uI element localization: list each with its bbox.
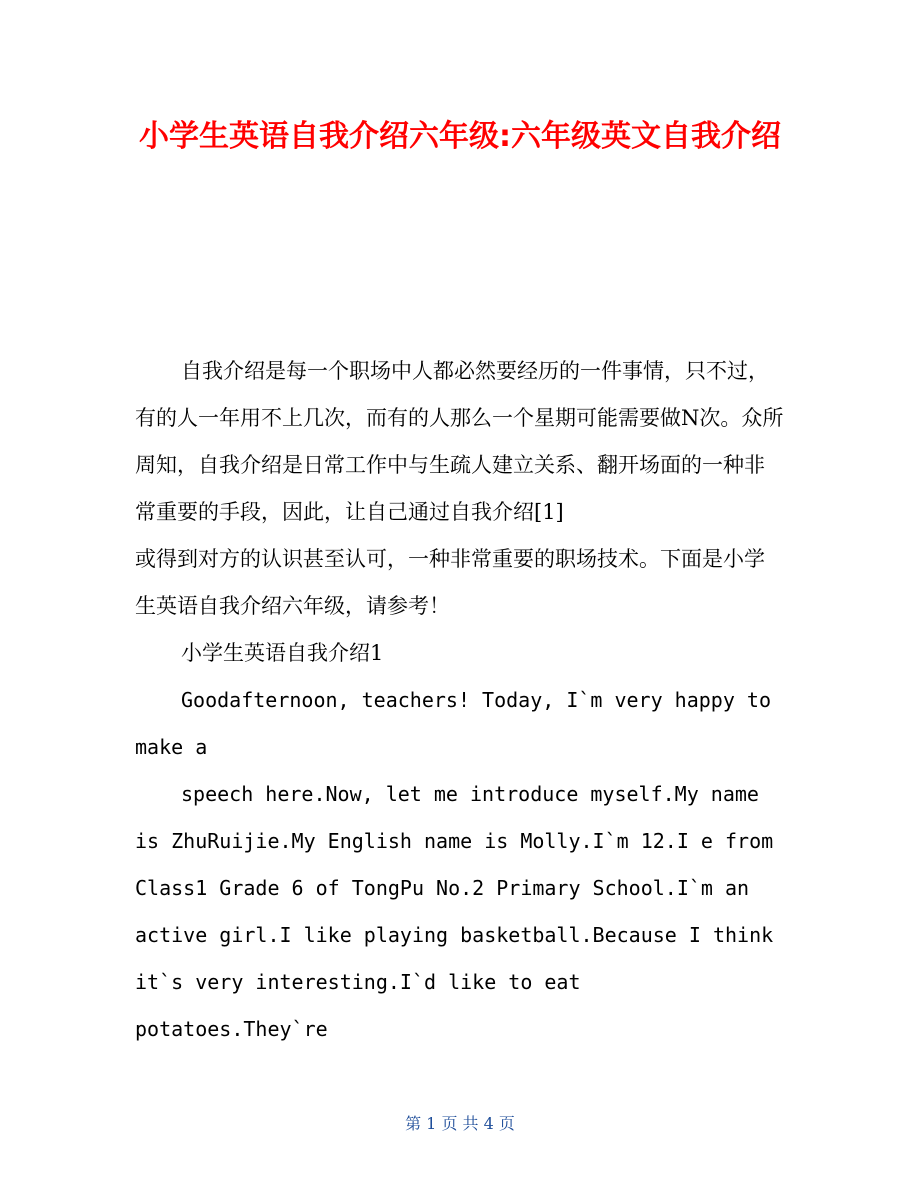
intro-continuation-paragraph: 或得到对方的认识甚至认可，一种非常重要的职场技术。下面是小学生英语自我介绍六年级，请参考！ xyxy=(135,547,765,618)
intro-paragraph: 自我介绍是每一个职场中人都必然要经历的一件事情，只不过，有的人一年用不上几次，而有的人那么一个星期可能需要做N次。众所周知，自我介绍是日常工作中与生疏人建立关系、翻开场面的一种非常重要的手段，因此，让自己通过自我介绍[1] xyxy=(135,359,784,524)
section-subheading: 小学生英语自我介绍1 xyxy=(181,641,384,665)
page-number-footer: 第 1 页 共 4 页 xyxy=(405,1114,515,1133)
document-body xyxy=(135,348,785,1053)
speech-paragraph-1: Goodafternoon, teachers! Today, I`m very happy to make a xyxy=(135,688,772,759)
speech-paragraph-2: speech here.Now, let me introduce myself.My name is ZhuRuijie.My English name is Molly.I`m 12.I e from Class1 Grade 6 of TongPu No.2 Primary School.I`m an active girl.I like playing basketball.Because I think it`s very interesting.I`d like to eat potatoes.They`re xyxy=(135,782,774,1041)
document-title: 小学生英语自我介绍六年级:六年级英文自我介绍 xyxy=(139,119,781,154)
